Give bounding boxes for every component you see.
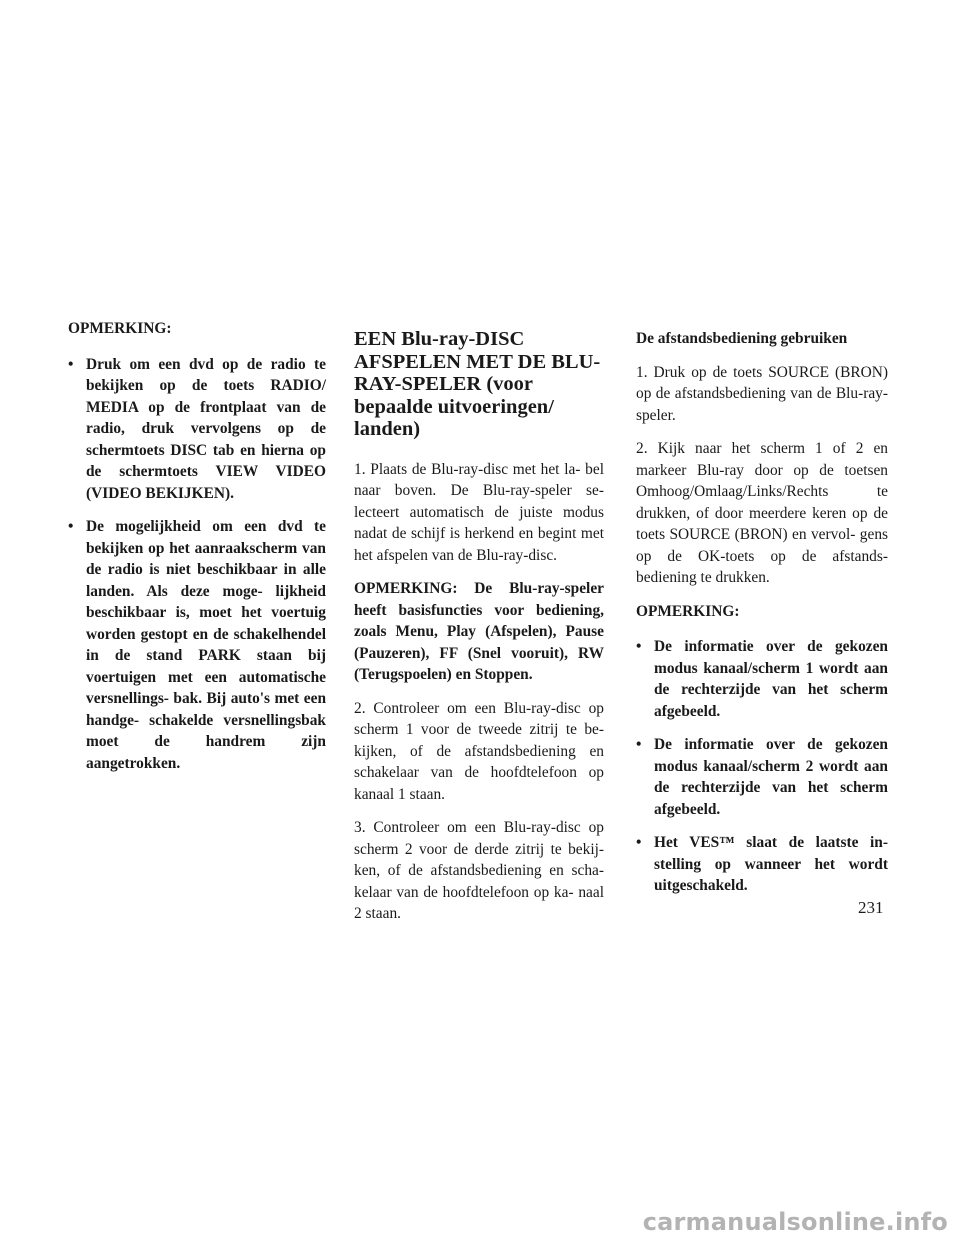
list-item [68, 354, 326, 505]
bullet-text: De informatie over de gekozen modus kanaal/scherm 1 wordt aan de rechterzijde van het scherm afgebeeld. [654, 638, 888, 720]
note-bullet-list [68, 354, 326, 775]
middle-column [354, 318, 604, 925]
right-column [636, 318, 888, 909]
note-paragraph: OPMERKING: De Blu-ray-speler heeft basisfuncties voor bediening, zoals Menu, Play (Afspelen), Pause (Pauzeren), FF (Snel vooruit), RW (Terugspoelen) en Stoppen. [354, 580, 604, 683]
bullet-icon: • [636, 638, 642, 655]
bullet-text: De mogelijkheid om een dvd te bekijken op het aanraakscherm van de radio is niet beschikbaar in alle landen. Als deze moge- lijkheid beschikbaar is, moet het voertuig worden gestopt en de schakelhendel in de stand PARK staan bij voertuigen met een automatische versnellings- bak. Bij auto's met een handge- schakelde versnellingsbak moet de handrem zijn aangetrokken. [86, 518, 326, 772]
list-item [636, 734, 888, 820]
bullet-icon: • [68, 518, 74, 535]
bullet-icon: • [636, 736, 642, 753]
page-number: 231 [858, 898, 884, 917]
note-label: OPMERKING: [68, 320, 172, 337]
bullet-text: De informatie over de gekozen modus kanaal/scherm 2 wordt aan de rechterzijde van het scherm afgebeeld. [654, 736, 888, 818]
step-2-paragraph: 2. Controleer om een Blu-ray-disc op scherm 1 voor de tweede zitrij te be- kijken, of de afstandsbediening en schakelaar van de hoofdtelefoon op kanaal 1 staan. [354, 699, 604, 803]
bullet-icon: • [636, 834, 642, 851]
bullet-text: Druk om een dvd op de radio te bekijken op de toets RADIO/ MEDIA op de frontplaat van de radio, druk vervolgens op de schermtoets DISC tab en hierna op de schermtoets VIEW VIDEO (VIDEO BEKIJKEN). [86, 355, 326, 502]
step-3-paragraph: 3. Controleer om een Blu-ray-disc op scherm 2 voor de derde zitrij te bekij- ken, of de afstandsbediening en scha- kelaar van de hoofdtelefoon op ka- naal 2 staan. [354, 819, 604, 922]
remote-step-1: 1. Druk op de toets SOURCE (BRON) op de afstandsbediening van de Blu-ray-speler. [636, 363, 888, 424]
section-heading: EEN Blu-ray-DISC AFSPELEN MET DE BLU-RAY-SPELER (voor bepaalde uitvoeringen/ landen) [354, 328, 601, 440]
step-1-paragraph: 1. Plaats de Blu-ray-disc met het la- bel naar boven. De Blu-ray-speler se- lecteert automatisch de juiste modus nadat de schijf is herkend en begint met het afspelen van de Blu-ray-disc. [354, 460, 604, 564]
note-bullet-list [636, 636, 888, 897]
remote-subheading: De afstandsbediening gebruiken [636, 330, 848, 347]
bullet-text: Het VES™ slaat de laatste in- stelling op wanneer het wordt uitgeschakeld. [654, 834, 888, 894]
note-label: OPMERKING: [636, 602, 740, 620]
watermark-logo: carmanualsonline.info [642, 1208, 948, 1236]
left-column [68, 318, 326, 786]
list-item [68, 516, 326, 774]
remote-step-2: 2. Kijk naar het scherm 1 of 2 en markeer Blu-ray door op de toetsen Omhoog/Omlaag/Links/Rechts te drukken, of door meerdere keren op de toets SOURCE (BRON) en vervol- gens op de OK-toets op de afstands- bediening te drukken. [636, 440, 888, 586]
list-item [636, 636, 888, 722]
bullet-icon: • [68, 355, 74, 373]
list-item [636, 832, 888, 897]
